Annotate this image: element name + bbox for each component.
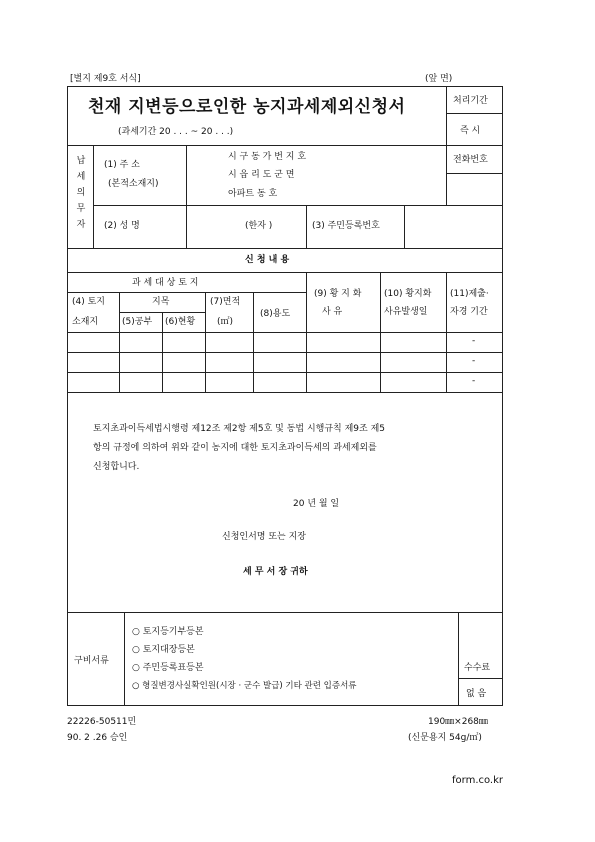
form-code: 22226-50511민 xyxy=(67,717,137,727)
row-1-period-mark: - xyxy=(472,336,476,346)
address-sub-label: (본적소재지) xyxy=(108,179,159,189)
paper-size: 190㎜×268㎜ xyxy=(428,717,488,727)
hanja-label: (한자 ) xyxy=(245,221,273,231)
col-land-location-2: 소재지 xyxy=(72,317,99,327)
col-area: (7)면적 xyxy=(210,297,241,307)
document-item: ○ 주민등록표등본 xyxy=(132,663,204,673)
col-land-location-1: (4) 토지 xyxy=(72,297,105,307)
row-2-period-mark: - xyxy=(472,356,476,366)
address-label: (1) 주 소 xyxy=(104,160,140,170)
documents-label: 구비서류 xyxy=(74,656,109,666)
application-content-heading: 신 청 내 용 xyxy=(245,255,290,265)
address-line-1: 시 구 동 가 번 지 호 xyxy=(228,152,307,162)
col-reason-1: (9) 황 지 화 xyxy=(314,289,362,299)
document-item: ○ 토지등기부등본 xyxy=(132,627,204,637)
resident-id-label: (3) 주민등록번호 xyxy=(312,221,380,231)
document-item: ○ 토지대장등본 xyxy=(132,645,195,655)
address-line-3: 아파트 동 호 xyxy=(228,189,278,199)
address-line-2: 시 읍 리 도 군 면 xyxy=(228,170,295,180)
col-occurrence-date-2: 사유발생일 xyxy=(384,307,428,317)
phone-label: 전화번호 xyxy=(453,155,488,165)
col-jimok: 지목 xyxy=(152,297,170,307)
target-land-group-label: 과 세 대 상 토 지 xyxy=(132,278,199,288)
col-reason-2: 사 유 xyxy=(322,307,343,317)
document-item: ○ 형질변경사실확인원(시장 · 군수 발급) 기타 관련 입증서류 xyxy=(132,681,357,691)
col-occurrence-date-1: (10) 황지화 xyxy=(384,289,432,299)
col-ledger: (5)공부 xyxy=(122,317,153,327)
approval-date: 90. 2 .26 승인 xyxy=(67,733,128,743)
addressee: 세 무 서 장 귀하 xyxy=(243,567,308,577)
processing-value: 즉 시 xyxy=(460,126,481,136)
statement-line-2: 항의 규정에 의하여 위와 같이 농지에 대한 토지초과이득세의 과세제외를 xyxy=(93,443,377,453)
col-farming-period-2: 자경 기간 xyxy=(450,307,488,317)
processing-label: 처리기간 xyxy=(453,96,488,106)
col-area-unit: (㎡) xyxy=(217,317,234,327)
form-number: [별지 제9호 서식] xyxy=(70,74,141,84)
row-3-period-mark: - xyxy=(472,376,476,386)
col-use: (8)용도 xyxy=(260,309,291,319)
application-date: 20 년 월 일 xyxy=(293,499,340,509)
col-farming-period-1: (11)제출· xyxy=(450,289,489,299)
page-side: (앞 면) xyxy=(425,74,453,84)
fee-label: 수수료 xyxy=(464,663,491,673)
taxpayer-section-label: 납 세 의 무 자 xyxy=(76,156,86,230)
statement-line-1: 토지초과이득세법시행령 제12조 제2항 제5호 및 동법 시행규칙 제9조 제5 xyxy=(93,424,385,434)
form-title: 천재 지변등으로인한 농지과세제외신청서 xyxy=(88,97,406,117)
statement-line-3: 신청합니다. xyxy=(93,462,140,472)
name-label: (2) 성 명 xyxy=(104,221,140,231)
col-current: (6)현황 xyxy=(165,317,196,327)
site-watermark: form.co.kr xyxy=(452,775,504,786)
paper-type: (신문용지 54g/㎡) xyxy=(408,733,482,743)
signature-label: 신청인서명 또는 지장 xyxy=(222,532,306,542)
tax-period: (과세기간 20 . . . ~ 20 . . .) xyxy=(118,127,234,137)
fee-value: 없 음 xyxy=(466,689,487,699)
